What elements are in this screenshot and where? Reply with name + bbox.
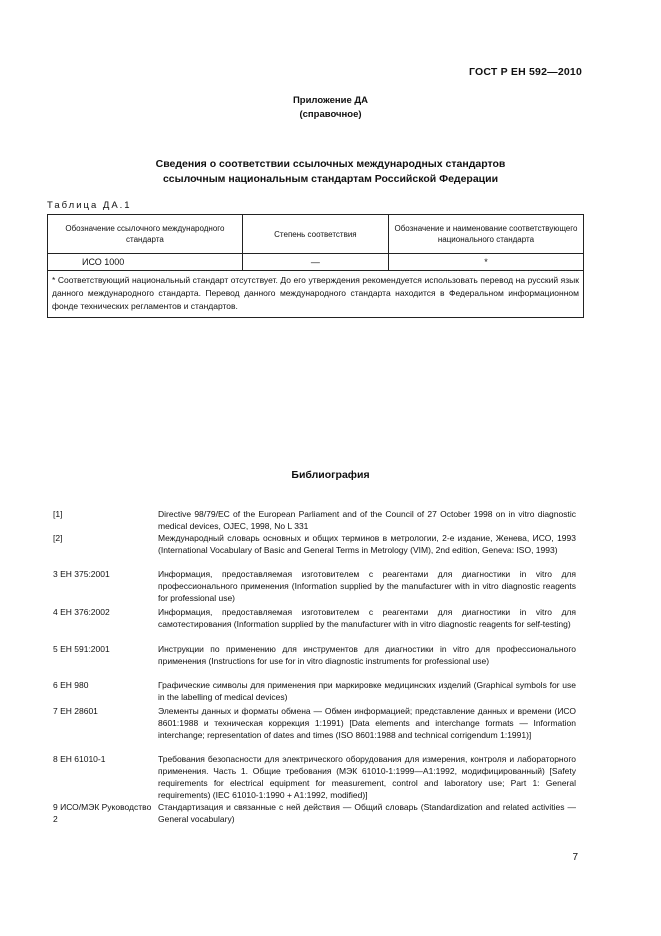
bib-entry-text: Инструкции по применению для инструментов для диагностики in vitro для профессионального применения (Instructions for use for in vitro diagnostic instruments for professional use) xyxy=(158,644,576,666)
document-code: ГОСТ Р ЕН 592—2010 xyxy=(468,66,582,78)
table-header-cell: Обозначение ссылочного международного стандарта xyxy=(48,215,243,254)
bib-entry-ref: 3 ЕН 375:2001 xyxy=(53,569,110,579)
table-note-row xyxy=(48,271,584,318)
section-title-line2: ссылочным национальным стандартам Российской Федерации xyxy=(162,173,499,185)
table-cell: * xyxy=(388,254,583,271)
bib-entry-text: Элементы данных и форматы обмена — Обмен информацией; представление данных и времени (ИСО 8601:1988 и техническая коррекция 1:1991) [Data elements and interchange formats — Information interchange; representation of dates and times (ISO 8601:1988 and technical corrigendum 1:1991)] xyxy=(158,706,576,740)
bib-entry-ref: 8 ЕН 61010-1 xyxy=(53,754,106,764)
bib-entry-ref: [2] xyxy=(53,533,63,543)
bib-entry-ref: [1] xyxy=(53,509,63,519)
correspondence-table xyxy=(47,214,584,318)
section-title-line1: Сведения о соответствии ссылочных международных стандартов xyxy=(155,158,506,170)
table-row xyxy=(48,254,584,271)
bib-entry-ref: 4 ЕН 376:2002 xyxy=(53,607,110,617)
bib-entry-text: Графические символы для применения при маркировке медицинских изделий (Graphical symbols for use in the labelling of medical devices) xyxy=(158,680,576,702)
bib-entry-text: Требования безопасности для электрического оборудования для измерения, контроля и лабораторного применения. Часть 1. Общие требования (МЭК 61010-1:1999—А1:1992, модифицированный) [Safety requirements for electrical equipment for measurement, control and laboratory use; Part 1: General requirements) (IEC 61010-1:1990 + A1:1992, modified)] xyxy=(158,754,576,800)
table-label: Таблица ДА.1 xyxy=(47,200,132,211)
table-cell: — xyxy=(242,254,388,271)
bib-entry-ref: 5 ЕН 591:2001 xyxy=(53,644,110,654)
table-cell: ИСО 1000 xyxy=(48,254,243,271)
bib-entry-ref: 9 ИСО/МЭК Руководство 2 xyxy=(53,802,152,824)
bib-entry-text: Информация, предоставляемая изготовителем с реагентами для диагностики in vitro для самотестирования (Information supplied by the manufacturer with in vitro diagnostic reagents for self-testing) xyxy=(158,607,576,629)
bib-entry-ref: 6 ЕН 980 xyxy=(53,680,89,690)
table-header-cell: Степень соответствия xyxy=(242,215,388,254)
table-footnote: * Соответствующий национальный стандарт отсутствует. До его утверждения рекомендуется использовать перевод на русский язык данного международного стандарта. Перевод данного международного стандарта находится в Федеральном информационном фонде технических регламентов и стандартов. xyxy=(48,271,584,318)
bib-entry-ref: 7 ЕН 28601 xyxy=(53,706,98,716)
bib-entry-text: Международный словарь основных и общих терминов в метрологии, 2-е издание, Женева, ИСО, 1993 (International Vocabulary of Basic and General Terms in Metrology (VIM), 2nd edition, Geneva: ISO, 1993) xyxy=(158,533,576,555)
bibliography-title: Библиография xyxy=(291,469,370,481)
bib-entry-text: Информация, предоставляемая изготовителем с реагентами для диагностики in vitro для профессионального применения (Information supplied by the manufacturer with in vitro diagnostic reagents for professional use) xyxy=(158,569,576,603)
table-header-row xyxy=(48,215,584,254)
appendix-title: Приложение ДА xyxy=(292,95,369,106)
bib-entry-text: Стандартизация и связанные с ней действия — Общий словарь (Standardization and related activities — General vocabulary) xyxy=(158,802,576,824)
table-header-cell: Обозначение и наименование соответствующего национального стандарта xyxy=(388,215,583,254)
page-number: 7 xyxy=(572,852,578,863)
appendix-subtitle: (справочное) xyxy=(299,109,362,120)
bib-entry-text: Directive 98/79/EC of the European Parliament and of the Council of 27 October 1998 on in vitro diagnostic medical devices, OJEC, 1998, No L 331 xyxy=(158,509,576,531)
